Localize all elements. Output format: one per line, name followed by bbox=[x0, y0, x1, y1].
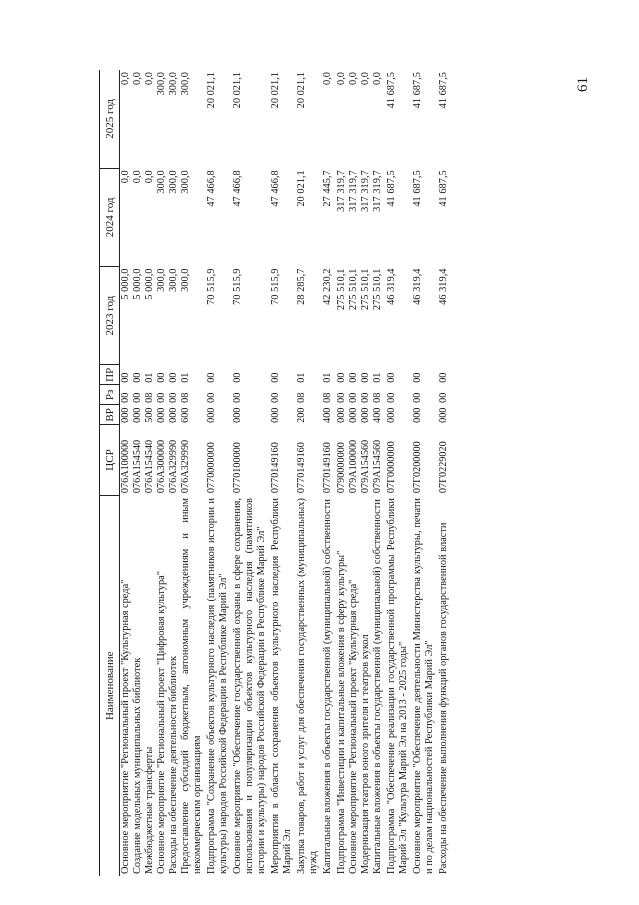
cell-csr: 0770100000 bbox=[232, 442, 243, 494]
cell-y2023: 5 000,0 bbox=[120, 268, 131, 300]
header-name: Наименование bbox=[100, 495, 120, 876]
cell-rz: 00 bbox=[232, 392, 243, 403]
cell-y2024: 41 687,5 bbox=[438, 170, 449, 207]
cell-y2023: 70 515,9 bbox=[206, 268, 217, 305]
cell-pr: 00 bbox=[386, 372, 397, 383]
cell-y2024: 317 319,7 bbox=[372, 170, 383, 212]
cell-y2023: 275 510,1 bbox=[336, 268, 347, 311]
cell-y2025: 0,0 bbox=[348, 72, 359, 85]
cell-rz: 00 bbox=[360, 392, 371, 403]
cell-csr: 076A154540 bbox=[132, 439, 143, 494]
cell-pr: 00 bbox=[132, 372, 143, 383]
table-row bbox=[348, 70, 360, 876]
cell-name: Расходы на обеспечение деятельности библиотек bbox=[168, 655, 179, 874]
cell-y2023: 275 510,1 bbox=[360, 268, 371, 311]
table-row bbox=[360, 70, 372, 876]
cell-name: Капитальные вложения в объекты государственной (муниципальной) собственности bbox=[372, 499, 383, 874]
cell-rz: 08 bbox=[180, 392, 191, 403]
cell-name: Основное мероприятие "Обеспечение государственной охраны в сфере сохранения, использования и популяризации объектов культурного наследия (памятников истории и культуры) народов Российской Федерации в Республике Марий Эл" bbox=[232, 498, 267, 874]
cell-vr: 000 bbox=[120, 407, 131, 423]
cell-name: Межбюджетные трансферты bbox=[144, 746, 155, 874]
cell-pr: 00 bbox=[120, 372, 131, 383]
cell-rz: 00 bbox=[270, 392, 281, 403]
cell-rz: 00 bbox=[132, 392, 143, 403]
cell-y2024: 27 445,7 bbox=[322, 170, 333, 207]
cell-pr: 00 bbox=[206, 372, 217, 383]
cell-rz: 00 bbox=[386, 392, 397, 403]
header-rz: Рз bbox=[100, 385, 120, 405]
cell-name: Подпрограмма "Инвестиции и капитальные вложения в сферу культуры" bbox=[336, 550, 347, 874]
cell-y2024: 0,0 bbox=[120, 170, 131, 184]
cell-rz: 00 bbox=[336, 392, 347, 403]
cell-csr: 076A329990 bbox=[180, 439, 191, 494]
cell-csr: 07Г0000000 bbox=[386, 441, 397, 494]
header-csr: ЦСР bbox=[100, 425, 120, 495]
cell-y2023: 275 510,1 bbox=[348, 268, 359, 311]
header-2025: 2025 год bbox=[100, 70, 120, 168]
cell-y2025: 20 021,1 bbox=[296, 72, 307, 109]
table-row bbox=[144, 70, 156, 876]
cell-name: Капитальные вложения в объекты государственной (муниципальной) собственности bbox=[322, 499, 333, 874]
cell-y2025: 0,0 bbox=[132, 72, 143, 85]
table-row bbox=[436, 70, 450, 876]
rotated-table-wrapper bbox=[99, 70, 569, 876]
cell-name: Подпрограмма "Обеспечение реализации государственной программы Республики Марий Эл "Культура Марий Эл на 2013 - 2025 годы" bbox=[386, 498, 409, 874]
cell-y2025: 300,0 bbox=[156, 72, 167, 96]
header-pr: ПР bbox=[100, 365, 120, 385]
cell-y2024: 317 319,7 bbox=[336, 170, 347, 212]
cell-csr: 076A100000 bbox=[120, 439, 131, 494]
cell-pr: 00 bbox=[348, 372, 359, 383]
cell-y2023: 46 319,4 bbox=[386, 268, 397, 305]
table-row bbox=[120, 70, 133, 876]
cell-vr: 000 bbox=[412, 407, 423, 423]
cell-y2025: 0,0 bbox=[120, 72, 131, 85]
cell-vr: 400 bbox=[372, 407, 383, 423]
table-row bbox=[384, 70, 410, 876]
cell-y2025: 20 021,1 bbox=[270, 72, 281, 109]
cell-csr: 076A329990 bbox=[168, 439, 179, 494]
cell-rz: 00 bbox=[206, 392, 217, 403]
header-2024: 2024 год bbox=[100, 168, 120, 266]
cell-csr: 0770149160 bbox=[322, 442, 333, 494]
cell-vr: 000 bbox=[206, 407, 217, 423]
table-row bbox=[230, 70, 268, 876]
cell-y2025: 0,0 bbox=[360, 72, 371, 85]
cell-csr: 079A154560 bbox=[360, 439, 371, 494]
cell-vr: 000 bbox=[156, 407, 167, 423]
cell-rz: 08 bbox=[372, 392, 383, 403]
cell-y2023: 300,0 bbox=[156, 268, 167, 292]
cell-y2024: 317 319,7 bbox=[360, 170, 371, 212]
cell-pr: 00 bbox=[156, 372, 167, 383]
cell-y2023: 70 515,9 bbox=[270, 268, 281, 305]
cell-y2023: 300,0 bbox=[180, 268, 191, 292]
cell-y2024: 0,0 bbox=[132, 170, 143, 184]
cell-vr: 000 bbox=[348, 407, 359, 423]
cell-y2024: 41 687,5 bbox=[386, 170, 397, 207]
cell-y2025: 0,0 bbox=[336, 72, 347, 85]
cell-vr: 000 bbox=[232, 407, 243, 423]
page-number: 61 bbox=[575, 77, 591, 92]
cell-csr: 0770149160 bbox=[270, 442, 281, 494]
cell-csr: 0790000000 bbox=[336, 442, 347, 494]
cell-rz: 08 bbox=[322, 392, 333, 403]
cell-rz: 00 bbox=[412, 392, 423, 403]
cell-rz: 00 bbox=[120, 392, 131, 403]
cell-name: Основное мероприятие "Региональный проект "Культурная среда" bbox=[120, 579, 131, 874]
cell-name: Расходы на обеспечение выполнения функций органов государственной власти bbox=[438, 522, 449, 874]
cell-csr: 076A154540 bbox=[144, 439, 155, 494]
cell-y2025: 41 687,5 bbox=[386, 72, 397, 109]
cell-y2025: 300,0 bbox=[168, 72, 179, 96]
cell-name: Создание модельных муниципальных библиотек bbox=[132, 657, 143, 874]
cell-csr: 079A100000 bbox=[348, 439, 359, 494]
table-row bbox=[204, 70, 230, 876]
cell-y2025: 0,0 bbox=[372, 72, 383, 85]
cell-csr: 076A300000 bbox=[156, 439, 167, 494]
cell-y2023: 46 319,4 bbox=[438, 268, 449, 305]
cell-rz: 00 bbox=[156, 392, 167, 403]
table-row bbox=[320, 70, 334, 876]
cell-y2025: 20 021,1 bbox=[206, 72, 217, 109]
cell-name: Модернизация театров юного зрителя и театров кукол bbox=[360, 634, 371, 874]
table-row bbox=[156, 70, 168, 876]
cell-csr: 0770149160 bbox=[296, 442, 307, 494]
cell-csr: 07Г0229020 bbox=[438, 441, 449, 494]
cell-y2024: 47 466,8 bbox=[270, 170, 281, 207]
cell-pr: 01 bbox=[322, 372, 333, 383]
cell-y2025: 300,0 bbox=[180, 72, 191, 96]
cell-y2023: 275 510,1 bbox=[372, 268, 383, 311]
cell-name: Мероприятия в области сохранения объектов культурного наследия Республики Марий Эл bbox=[270, 498, 293, 874]
cell-y2023: 28 285,7 bbox=[296, 268, 307, 305]
cell-y2024: 300,0 bbox=[168, 170, 179, 194]
cell-vr: 000 bbox=[270, 407, 281, 423]
cell-y2025: 41 687,5 bbox=[438, 72, 449, 109]
cell-vr: 000 bbox=[386, 407, 397, 423]
cell-rz: 00 bbox=[438, 392, 449, 403]
cell-rz: 00 bbox=[168, 392, 179, 403]
cell-rz: 00 bbox=[348, 392, 359, 403]
table-row bbox=[294, 70, 320, 876]
cell-y2025: 20 021,1 bbox=[232, 72, 243, 109]
cell-csr: 07Г0200000 bbox=[412, 441, 423, 494]
cell-pr: 01 bbox=[372, 372, 383, 383]
cell-y2023: 70 515,9 bbox=[232, 268, 243, 305]
cell-rz: 08 bbox=[144, 392, 155, 403]
cell-pr: 00 bbox=[438, 372, 449, 383]
table-header-row bbox=[100, 70, 120, 876]
cell-pr: 00 bbox=[270, 372, 281, 383]
table-row bbox=[410, 70, 436, 876]
cell-y2024: 47 466,8 bbox=[232, 170, 243, 207]
cell-pr: 00 bbox=[336, 372, 347, 383]
header-vr: ВР bbox=[100, 405, 120, 425]
cell-vr: 000 bbox=[132, 407, 143, 423]
cell-vr: 000 bbox=[360, 407, 371, 423]
cell-csr: 079A154560 bbox=[372, 439, 383, 494]
cell-y2023: 5 000,0 bbox=[144, 268, 155, 300]
cell-y2023: 46 319,4 bbox=[412, 268, 423, 305]
cell-vr: 600 bbox=[180, 407, 191, 423]
table-row bbox=[168, 70, 180, 876]
cell-pr: 00 bbox=[232, 372, 243, 383]
cell-csr: 0770000000 bbox=[206, 442, 217, 494]
cell-y2024: 300,0 bbox=[180, 170, 191, 194]
table-frame bbox=[99, 70, 569, 876]
cell-y2024: 300,0 bbox=[156, 170, 167, 194]
cell-y2024: 47 466,8 bbox=[206, 170, 217, 207]
cell-y2023: 300,0 bbox=[168, 268, 179, 292]
cell-name: Предоставление субсидий бюджетным, автономным учреждениям и иным некоммерческим организациям bbox=[180, 498, 203, 874]
cell-name: Основное мероприятие "Региональный проект "Культурная среда" bbox=[348, 579, 359, 874]
cell-pr: 01 bbox=[144, 372, 155, 383]
cell-name: Основное мероприятие "Обеспечение деятельности Министерства культуры, печати и по делам национальностей Республики Марий Эл" bbox=[412, 498, 435, 874]
cell-vr: 200 bbox=[296, 407, 307, 423]
table-body bbox=[120, 70, 451, 876]
cell-name: Подпрограмма "Сохранение объектов культурного наследия (памятников истории и культуры) народов Российской Федерации в Республике Марий Эл" bbox=[206, 498, 229, 874]
cell-y2024: 41 687,5 bbox=[412, 170, 423, 207]
table-row bbox=[372, 70, 384, 876]
cell-vr: 400 bbox=[322, 407, 333, 423]
cell-pr: 00 bbox=[168, 372, 179, 383]
cell-y2025: 41 687,5 bbox=[412, 72, 423, 109]
cell-name: Закупка товаров, работ и услуг для обеспечения государственных (муниципальных) нужд bbox=[296, 498, 319, 874]
cell-y2024: 0,0 bbox=[144, 170, 155, 184]
cell-rz: 08 bbox=[296, 392, 307, 403]
budget-table bbox=[99, 70, 450, 876]
table-row bbox=[334, 70, 348, 876]
cell-vr: 500 bbox=[144, 407, 155, 423]
cell-pr: 01 bbox=[180, 372, 191, 383]
cell-pr: 01 bbox=[296, 372, 307, 383]
cell-vr: 000 bbox=[336, 407, 347, 423]
cell-y2024: 20 021,1 bbox=[296, 170, 307, 207]
cell-name: Основное мероприятие "Региональный проект "Цифровая культура" bbox=[156, 571, 167, 874]
cell-y2023: 42 230,2 bbox=[322, 268, 333, 305]
cell-y2023: 5 000,0 bbox=[132, 268, 143, 300]
cell-vr: 000 bbox=[438, 407, 449, 423]
table-row bbox=[180, 70, 204, 876]
cell-vr: 000 bbox=[168, 407, 179, 423]
cell-pr: 00 bbox=[360, 372, 371, 383]
table-row bbox=[132, 70, 144, 876]
table-row bbox=[268, 70, 294, 876]
cell-y2024: 317 319,7 bbox=[348, 170, 359, 212]
cell-pr: 00 bbox=[412, 372, 423, 383]
cell-y2025: 0,0 bbox=[144, 72, 155, 85]
cell-y2025: 0,0 bbox=[322, 72, 333, 85]
header-2023: 2023 год bbox=[100, 267, 120, 365]
